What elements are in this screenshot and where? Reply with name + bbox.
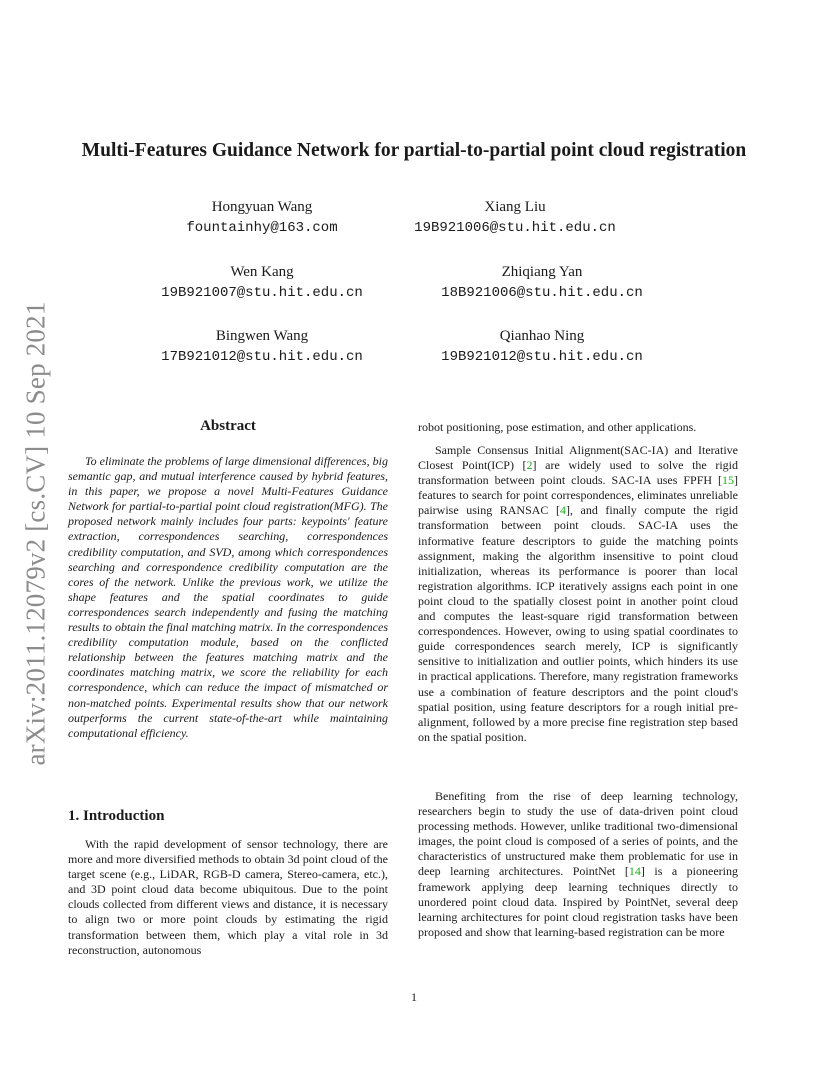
body-paragraph <box>418 443 738 745</box>
author-name: Hongyuan Wang <box>211 199 313 215</box>
author-block <box>365 196 665 238</box>
author-block <box>112 261 412 303</box>
author-email: 19B921007@stu.hit.edu.cn <box>161 285 363 301</box>
citation-link[interactable]: 4 <box>559 503 566 518</box>
author-block <box>112 325 412 367</box>
body-paragraph <box>418 789 738 940</box>
abstract-heading: Abstract <box>200 418 256 434</box>
paragraph-text: Benefiting from the rise of deep learning technology, researchers begin to study the use of data-driven point cloud processing methods. However, unlike traditional two-dimensional images, the point cloud is composed of a series of points, and the characteristics of unstructured make them problematic for use in deep learning architectures. PointNet [ <box>418 789 738 879</box>
paper-title: Multi-Features Guidance Network for partial-to-partial point cloud registration <box>81 140 747 161</box>
author-block <box>392 261 692 303</box>
author-name: Xiang Liu <box>484 199 546 215</box>
arxiv-identifier-stamp <box>20 293 52 773</box>
continued-paragraph: robot positioning, pose estimation, and other applications. <box>418 420 697 434</box>
introduction-paragraph: With the rapid development of sensor technology, there are more and more diversified methods to obtain 3d point cloud of the target scene (e.g., LiDAR, RGB-D camera, Stereo-camera, etc.), and 3D point cloud data become ubiquitous. Due to the point clouds collected from different views and distance, it is necessary to align two or more point clouds by estimating the rigid transformation between them, which play a vital role in 3d reconstruction, autonomous <box>68 837 388 957</box>
abstract-text: To eliminate the problems of large dimensional differences, big semantic gap, and mutual interference caused by hybrid features, in this paper, we propose a novel Multi-Features Guidance Network for partial-to-partial point cloud registration(MFG). The proposed network mainly includes four parts: keypoints' feature extraction, correspondences searching, correspondences credibility computation, and SVD, among which correspondences searching and correspondence credibility computation are the cores of the network. Unlike the previous work, we utilize the shape features and the spatial coordinates to guide correspondences search independently and fusing the matching results to obtain the final matching matrix. In the correspondences credibility computation module, based on the conflicted relationship between the features matching matrix and the coordinates matching matrix, we score the reliability for each correspondence, which can reduce the impact of mismatched or non-matched points. Experimental results show that our network outperforms the current state-of-the-art while maintaining computational efficiency. <box>68 454 388 740</box>
author-email: 19B921012@stu.hit.edu.cn <box>441 349 643 365</box>
page-number: 1 <box>411 990 417 1004</box>
citation-link[interactable]: 15 <box>722 473 734 488</box>
paragraph-text: ] are widely used to solve the rigid transformation between point clouds. SAC-IA uses FPFH [ <box>418 458 739 488</box>
paragraph-text: Sample Consensus Initial Alignment(SAC-IA) and Iterative Closest Point(ICP) [ <box>418 443 738 473</box>
paragraph-text: ] is a pioneering framework applying deep learning techniques directly to unordered point cloud data. Inspired by PointNet, several deep learning architectures for point cloud registration tasks have been proposed and show that learning-based registration can be more <box>418 864 738 939</box>
introduction-heading: 1. Introduction <box>68 808 165 824</box>
citation-link[interactable]: 2 <box>526 458 533 473</box>
author-email: 19B921006@stu.hit.edu.cn <box>414 220 616 236</box>
arxiv-identifier-text: arXiv:2011.12079v2 [cs.CV] 10 Sep 2021 <box>20 300 51 766</box>
citation-link[interactable]: 14 <box>628 864 641 879</box>
author-name: Zhiqiang Yan <box>501 264 583 280</box>
author-email: 18B921006@stu.hit.edu.cn <box>441 285 643 301</box>
author-block <box>392 325 692 367</box>
author-email: 17B921012@stu.hit.edu.cn <box>161 349 363 365</box>
author-email: fountainhy@163.com <box>186 220 338 236</box>
author-name: Wen Kang <box>230 264 294 280</box>
paragraph-text: ], and finally compute the rigid transformation between point clouds. SAC-IA uses the informative feature descriptors to guide the matching points assignment, making the algorithm insensitive to point cloud initialization, whereas its performance is poorer than local registration algorithms. ICP iteratively assigns each point in one point cloud to the spatially closest point in another point cloud and computes the least-square rigid transformation between correspondences. However, owing to using spatial coordinates to guide correspondences search merely, ICP is significantly sensitive to initialization and outlier points, which hinders its use in practical applications. Therefore, many registration frameworks use a combination of feature descriptors and the point cloud's spatial position, using feature descriptors for a rough initial pre-alignment, followed by a more precise fine registration step based on the spatial position. <box>418 503 738 744</box>
author-name: Qianhao Ning <box>499 328 585 344</box>
author-name: Bingwen Wang <box>215 328 309 344</box>
paragraph-text: ] features to search for point correspondences, eliminates unreliable pairwise using RANSAC [ <box>418 473 738 518</box>
